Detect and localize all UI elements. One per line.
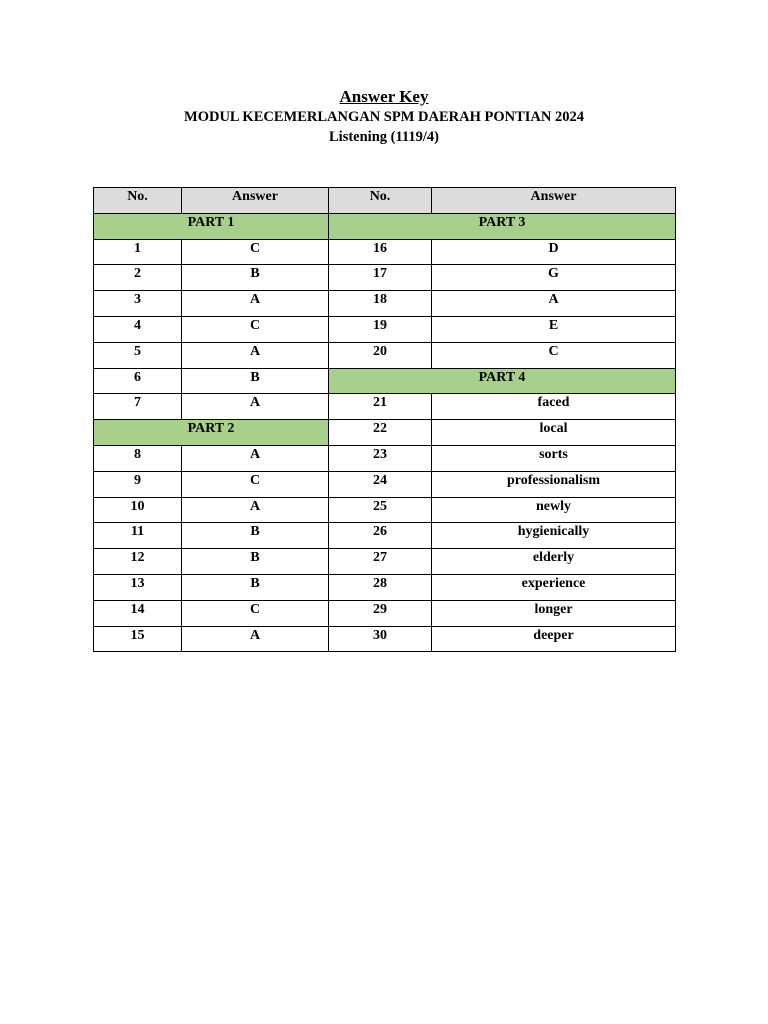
question-number: 19 (329, 316, 432, 342)
table-row (94, 497, 676, 523)
answer-cell: B (182, 574, 329, 600)
question-number: 23 (329, 445, 432, 471)
answer-cell: A (182, 342, 329, 368)
answer-cell: professionalism (432, 471, 676, 497)
question-number: 18 (329, 291, 432, 317)
column-header-no-left: No. (94, 188, 182, 214)
answer-cell: A (432, 291, 676, 317)
answer-cell: G (432, 265, 676, 291)
table-row (94, 600, 676, 626)
part-4-heading: PART 4 (329, 368, 676, 394)
document-title: Answer Key (339, 87, 429, 106)
answer-cell: longer (432, 600, 676, 626)
answer-cell: C (182, 471, 329, 497)
answer-cell: D (432, 239, 676, 265)
table-row (94, 213, 676, 239)
answer-cell: faced (432, 394, 676, 420)
answer-cell: A (182, 445, 329, 471)
question-number: 6 (94, 368, 182, 394)
question-number: 2 (94, 265, 182, 291)
answer-cell: A (182, 394, 329, 420)
document-header (0, 87, 768, 147)
question-number: 16 (329, 239, 432, 265)
paper-code: Listening (1119/4) (329, 129, 439, 145)
answer-cell: B (182, 549, 329, 575)
answer-cell: A (182, 497, 329, 523)
table-row (94, 291, 676, 317)
part-2-heading: PART 2 (94, 420, 329, 446)
table-header-row (94, 188, 676, 214)
part-1-heading: PART 1 (94, 213, 329, 239)
question-number: 25 (329, 497, 432, 523)
question-number: 17 (329, 265, 432, 291)
column-header-answer-left: Answer (182, 188, 329, 214)
question-number: 1 (94, 239, 182, 265)
question-number: 27 (329, 549, 432, 575)
question-number: 22 (329, 420, 432, 446)
answer-cell: B (182, 265, 329, 291)
table-row (94, 471, 676, 497)
table-row (94, 394, 676, 420)
question-number: 15 (94, 626, 182, 652)
question-number: 14 (94, 600, 182, 626)
column-header-no-right: No. (329, 188, 432, 214)
question-number: 8 (94, 445, 182, 471)
answer-cell: A (182, 626, 329, 652)
answer-cell: B (182, 523, 329, 549)
answer-cell: C (182, 239, 329, 265)
question-number: 13 (94, 574, 182, 600)
table-row (94, 265, 676, 291)
answer-cell: experience (432, 574, 676, 600)
answer-cell: hygienically (432, 523, 676, 549)
question-number: 24 (329, 471, 432, 497)
question-number: 26 (329, 523, 432, 549)
answer-cell: sorts (432, 445, 676, 471)
table-row (94, 549, 676, 575)
answer-cell: E (432, 316, 676, 342)
question-number: 12 (94, 549, 182, 575)
table-row (94, 368, 676, 394)
answer-cell: elderly (432, 549, 676, 575)
question-number: 30 (329, 626, 432, 652)
answer-cell: deeper (432, 626, 676, 652)
table-row (94, 316, 676, 342)
question-number: 9 (94, 471, 182, 497)
question-number: 20 (329, 342, 432, 368)
answer-cell: local (432, 420, 676, 446)
answer-cell: A (182, 291, 329, 317)
table-row (94, 420, 676, 446)
question-number: 21 (329, 394, 432, 420)
answer-cell: C (432, 342, 676, 368)
answer-cell: B (182, 368, 329, 394)
answer-cell: C (182, 316, 329, 342)
question-number: 7 (94, 394, 182, 420)
question-number: 5 (94, 342, 182, 368)
question-number: 3 (94, 291, 182, 317)
question-number: 29 (329, 600, 432, 626)
table-row (94, 574, 676, 600)
table-row (94, 239, 676, 265)
document-subtitle: MODUL KECEMERLANGAN SPM DAERAH PONTIAN 2024 (184, 109, 584, 125)
answer-cell: C (182, 600, 329, 626)
answer-key-table (93, 187, 676, 652)
part-3-heading: PART 3 (329, 213, 676, 239)
question-number: 4 (94, 316, 182, 342)
table-row (94, 523, 676, 549)
question-number: 11 (94, 523, 182, 549)
answer-cell: newly (432, 497, 676, 523)
table-row (94, 626, 676, 652)
table-row (94, 445, 676, 471)
table-row (94, 342, 676, 368)
question-number: 10 (94, 497, 182, 523)
question-number: 28 (329, 574, 432, 600)
column-header-answer-right: Answer (432, 188, 676, 214)
